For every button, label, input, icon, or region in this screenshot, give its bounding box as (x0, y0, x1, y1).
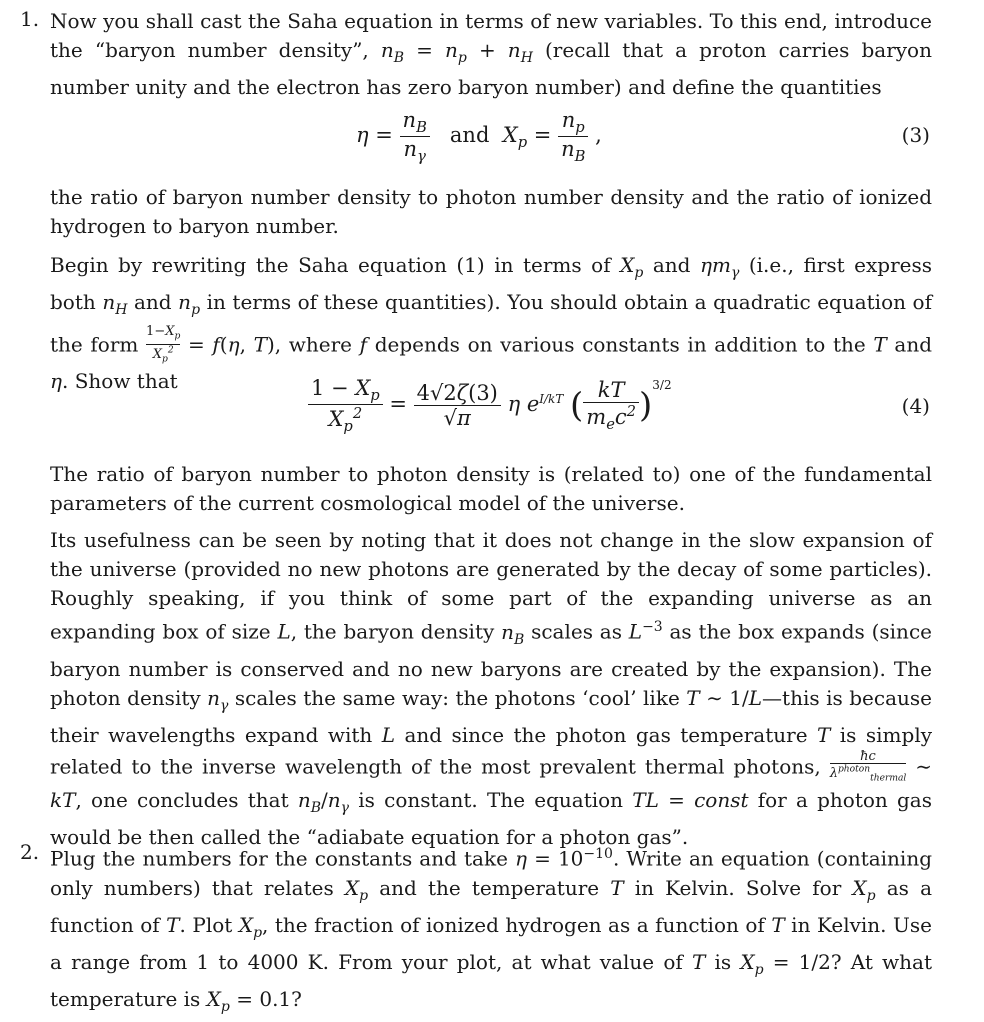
item-2-number: 2. (20, 840, 40, 864)
item-1-intro (50, 7, 932, 102)
equation-4-label: (4) (901, 394, 930, 418)
item-1-number: 1. (20, 7, 40, 31)
item-1-para3 (50, 460, 932, 518)
para3-text: The ratio of baryon number to photon density is (related to) one of the fundamental parameters of the current cosmological model of the universe. (50, 462, 932, 515)
equation-4: $\frac{1 - X_p}{X_p^2}$ = $\frac{4√2\zeta(3)}{√\pi}$ η $e^{I/kT}$ ( $\frac{kT}{m_ec^2}$ )$^{3/2}$ (308, 376, 672, 435)
item-1-after-eq3 (50, 183, 932, 241)
item-2-paragraph: Plug the numbers for the constants and take $\eta = 10^{-10}$. Write an equation (containing only numbers) that relates $X_p$ and the temperature T in Kelvin. Solve for $X_p$ as a function of T. Plot $X_p$, the fraction of ionized hydrogen as a function of T in Kelvin. Use a range from 1 to 4000 K. From your plot, at what value of T is $X_p = 1/2$? At what temperature is $X_p = 0.1$? (50, 846, 933, 1015)
item-1-para2 (50, 251, 932, 396)
after-eq3-text: the ratio of baryon number density to photon number density and the ratio of ionized hydrogen to baryon number. (50, 185, 932, 238)
para4-text: Its usefulness can be seen by noting that it does not change in the slow expansion of the universe (provided no new photons are generated by the decay of some particles). Roughly speaking, if you think of some part of the expanding universe as an expanding box of size L, the baryon density $n_B$ scales as $L^{-3}$ as the box expands (since baryon number is conserved and no new baryons are created by the expansion). The photon density $n_\gamma$ scales the same way: the photons ‘cool’ like T ∼ 1/L—this is because their wavelengths expand with L and since the photon gas temperature T is simply related to the inverse wavelength of the most prevalent thermal photons, ħc $\lambda^{photon}_{thermal}$ ∼ kT, one concludes that $n_B/n_\gamma$ is constant. The equation TL = const for a photon gas would be then called the “adiabate equation for a photon gas”. (50, 528, 933, 849)
item-2-text (50, 840, 932, 1022)
item-1-para4 (50, 526, 932, 852)
equation-3: η = $\frac{n_B}{n_\gamma}$ and $X_p$ = $\frac{n_p}{n_B}$ , (356, 108, 602, 166)
equation-3-label: (3) (901, 123, 930, 147)
intro-paragraph: Now you shall cast the Saha equation in terms of new variables. To this end, introduce the “baryon number density”, $n_B = n_p + n_H$ (recall that a proton carries baryon number unity and the electron has zero baryon number) and define the quantities (50, 9, 932, 99)
para2-text: Begin by rewriting the Saha equation (1) in terms of $X_p$ and $\eta m_\gamma$ (i.e., first express both $n_H$ and $n_p$ in terms of these quantities). You should obtain a quadratic equation of the form $\frac{1-X_p}{X_p^2} = f(\eta$, T), where f depends on various constants in addition to the T and η. Show that (50, 253, 933, 393)
eq3-and: and (449, 123, 490, 148)
